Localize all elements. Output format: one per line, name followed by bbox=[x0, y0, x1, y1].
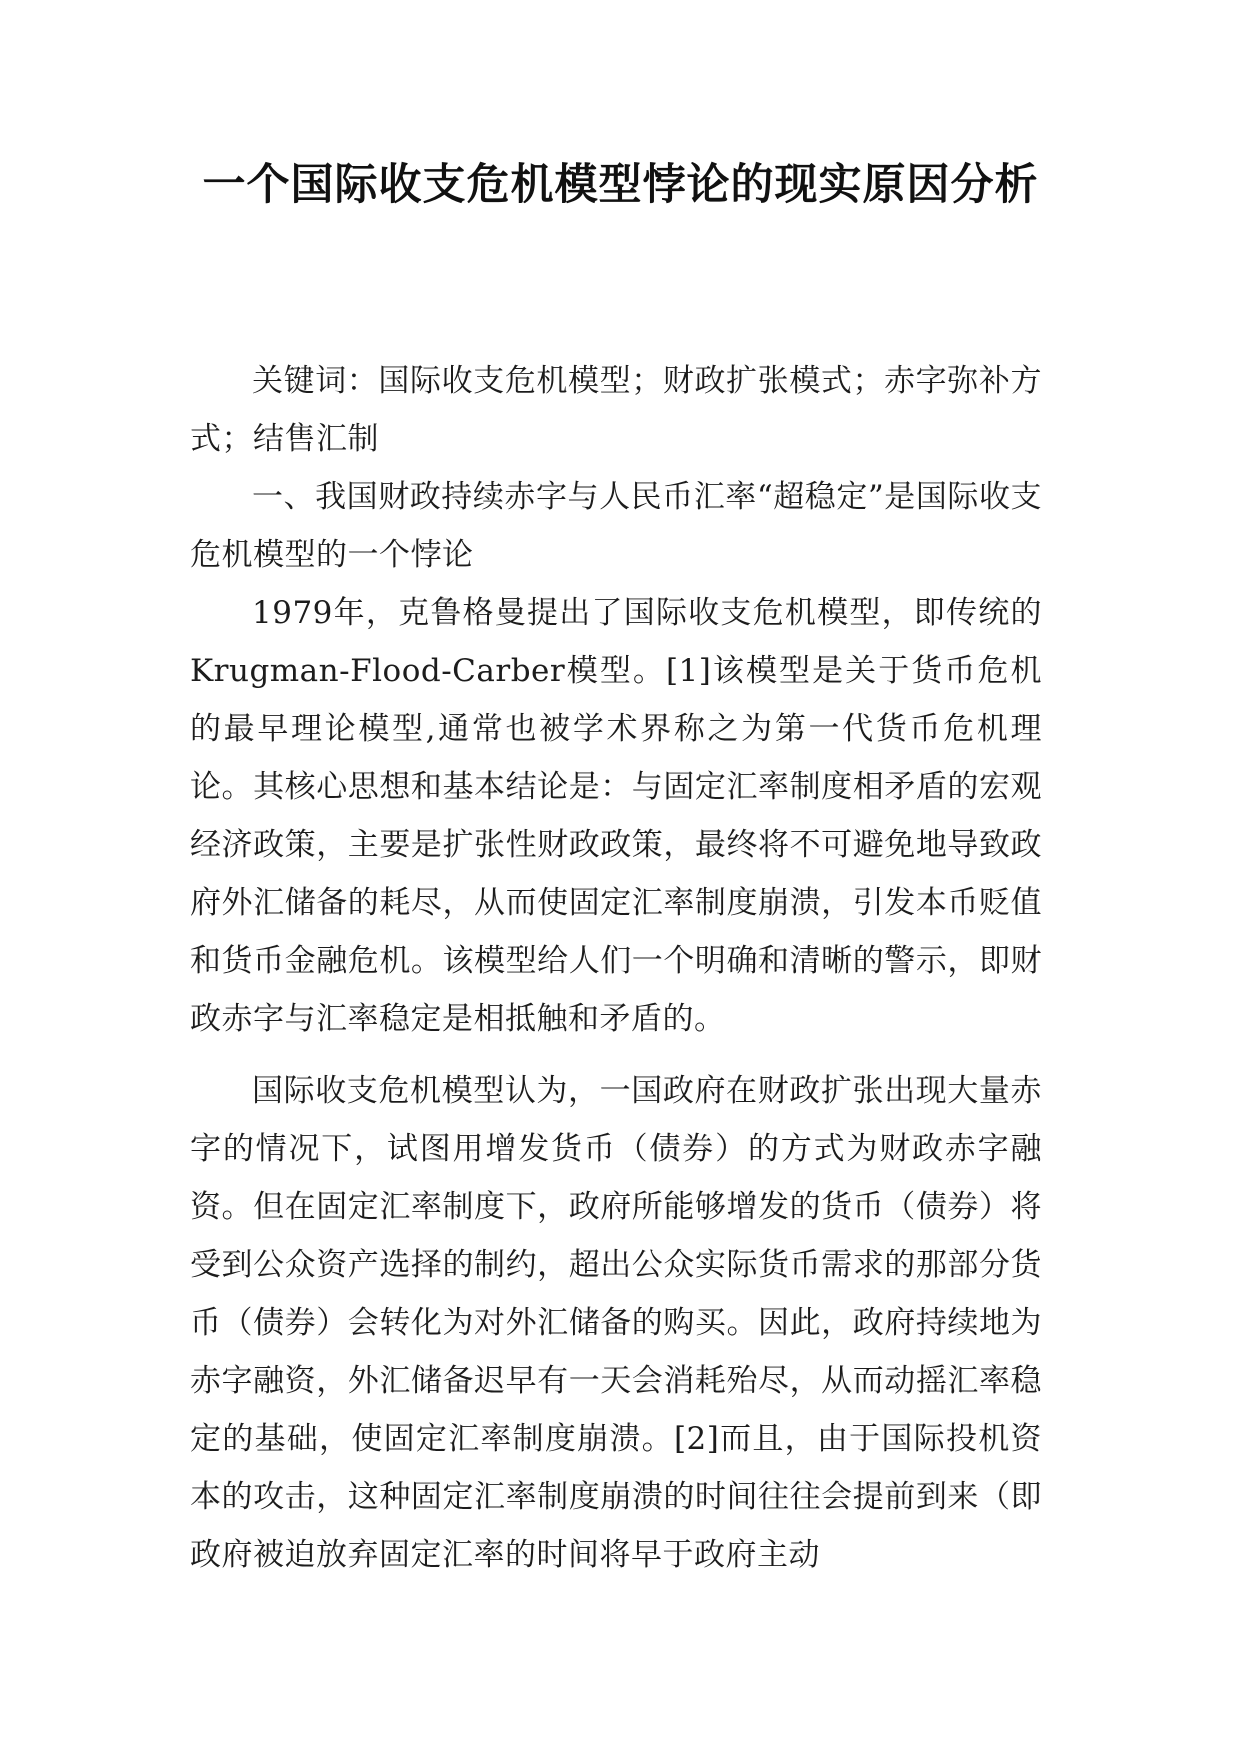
keywords-paragraph: 关键词：国际收支危机模型；财政扩张模式；赤字弥补方式；结售汇制 bbox=[190, 363, 1042, 457]
section-heading: 一、我国财政持续赤字与人民币汇率“超稳定”是国际收支危机模型的一个悖论 bbox=[190, 479, 1042, 573]
document-body bbox=[190, 352, 1042, 1584]
body-paragraph-2: 国际收支危机模型认为，一国政府在财政扩张出现大量赤字的情况下，试图用增发货币（债券）的方式为财政赤字融资。但在固定汇率制度下，政府所能够增发的货币（债券）将受到公众资产选择的制约，超出公众实际货币需求的那部分货币（债券）会转化为对外汇储备的购买。因此，政府持续地为赤字融资，外汇储备迟早有一天会消耗殆尽，从而动摇汇率稳定的基础，使固定汇率制度崩溃。[2]而且，由于国际投机资本的攻击，这种固定汇率制度崩溃的时间往往会提前到来（即政府被迫放弃固定汇率的时间将早于政府主动 bbox=[190, 1073, 1042, 1573]
body-paragraph-1: 1979年，克鲁格曼提出了国际收支危机模型，即传统的Krugman-Flood-Carber模型。[1]该模型是关于货币危机的最早理论模型,通常也被学术界称之为第一代货币危机理论。其核心思想和基本结论是：与固定汇率制度相矛盾的宏观经济政策，主要是扩张性财政政策，最终将不可避免地导致政府外汇储备的耗尽，从而使固定汇率制度崩溃，引发本币贬值和货币金融危机。该模型给人们一个明确和清晰的警示，即财政赤字与汇率稳定是相抵触和矛盾的。 bbox=[190, 595, 1042, 1037]
document-title: 一个国际收支危机模型悖论的现实原因分析 bbox=[202, 160, 1039, 210]
